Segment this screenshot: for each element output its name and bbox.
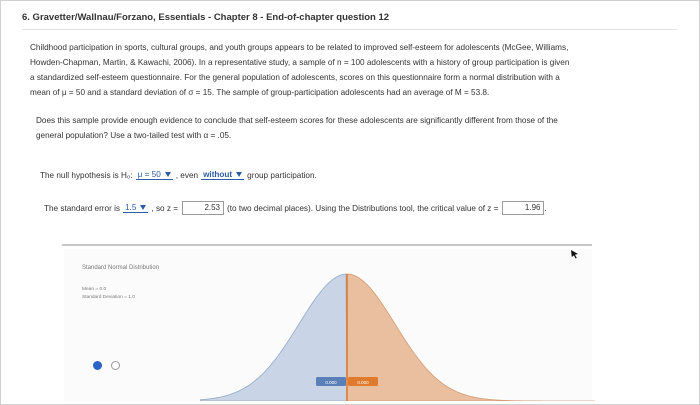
sentence-end: . (544, 203, 547, 213)
standard-error-dropdown[interactable] (123, 203, 148, 213)
z-instructions: (to two decimal places). Using the Distributions tool, the critical value of z = (227, 203, 499, 213)
standard-error-value: 1.5 (125, 203, 137, 212)
participation-dropdown[interactable] (201, 170, 244, 180)
null-hypothesis-row (40, 170, 317, 180)
title-divider (22, 29, 677, 30)
chevron-down-icon (165, 172, 171, 177)
standard-error-row (44, 201, 547, 215)
left-handle-value: 0.000 (325, 380, 337, 385)
right-shaded-area (347, 274, 595, 401)
null-hypothesis-value: μ = 50 (137, 170, 161, 179)
null-hypothesis-dropdown[interactable] (136, 170, 173, 180)
prompt-line: Does this sample provide enough evidence to conclude that self-esteem scores for these adolescents are significantly different from those of the (36, 116, 558, 125)
question-title: 6. Gravetter/Wallnau/Forzano, Essentials - Chapter 8 - End-of-chapter question 12 (22, 12, 390, 23)
distribution-title: Standard Normal Distribution (82, 265, 160, 271)
normal-distribution-chart (200, 256, 595, 401)
critical-value-input[interactable]: 1.96 (502, 201, 544, 215)
paragraph-line: Childhood participation in sports, cultural groups, and youth groups appears to be related to improved self-esteem for adolescents (McGee, Williams, (30, 43, 569, 52)
prompt-line: general population? Use a two-tailed test with α = .05. (36, 131, 232, 140)
distribution-mean-label: Mean = 0.0 (82, 287, 107, 292)
participation-value: without (203, 170, 233, 179)
z-score-input[interactable]: 2.53 (182, 201, 224, 215)
right-handle-value: 0.000 (357, 380, 369, 385)
question-prompt (36, 113, 656, 143)
paragraph-line: a standardized self-esteem questionnaire. For the general population of adolescents, scores on this questionnaire form a normal distribution with a (30, 73, 560, 82)
standard-error-label: The standard error is (44, 203, 120, 213)
radio-one-tail-selected[interactable] (93, 361, 102, 370)
paragraph-line: Howden-Chapman, Martin, & Kawachi, 2006). In a representative study, a sample of n = 100 adolescents with a history of group participation is given (30, 58, 570, 67)
radio-two-tail[interactable] (111, 361, 120, 370)
null-hypothesis-middle: , even (175, 170, 199, 180)
chevron-down-icon (140, 205, 146, 210)
tool-divider (62, 244, 592, 246)
null-hypothesis-suffix: group participation. (247, 170, 317, 180)
paragraph-line: mean of μ = 50 and a standard deviation of σ = 15. The sample of group-participation adolescents had an average of M = 53.8. (30, 88, 490, 97)
question-paragraph (30, 40, 655, 100)
so-z-label: , so z = (151, 203, 179, 213)
null-hypothesis-label: The null hypothesis is H₀: (40, 170, 133, 180)
mouse-pointer-icon (570, 249, 580, 259)
chevron-down-icon (236, 172, 242, 177)
distribution-sd-label: Standard Deviation = 1.0 (82, 295, 135, 300)
